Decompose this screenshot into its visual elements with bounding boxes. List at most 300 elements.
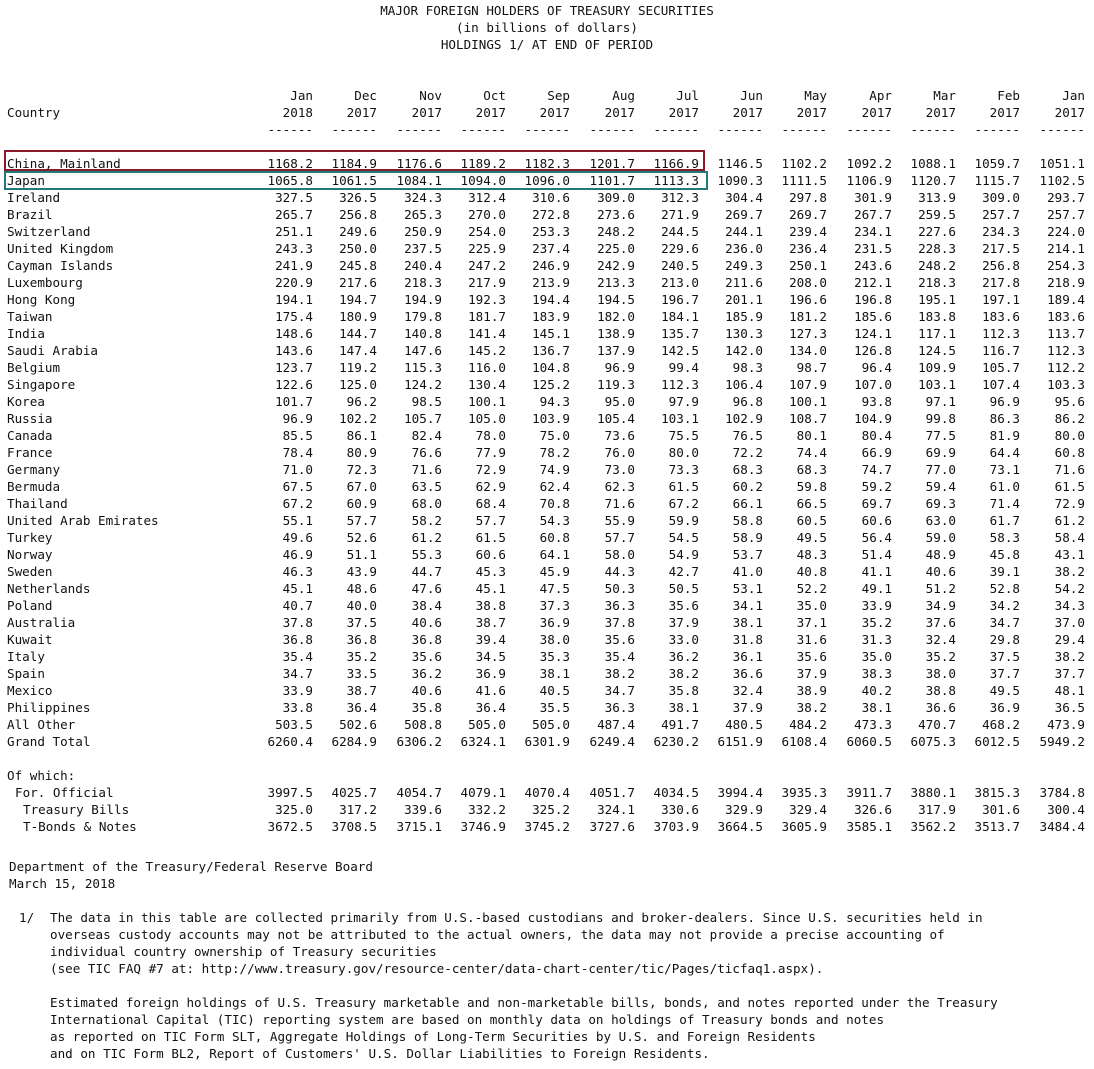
holding-value: 35.2 [861, 615, 892, 630]
holding-value: 59.2 [861, 479, 892, 494]
holding-value: 505.0 [468, 717, 506, 732]
country-name: Germany [7, 462, 61, 477]
holding-value: 47.5 [539, 581, 570, 596]
holding-value: 75.0 [539, 428, 570, 443]
holding-value: 269.7 [725, 207, 763, 222]
of-which-value: 4051.7 [589, 785, 635, 800]
holding-value: 271.9 [661, 207, 699, 222]
holding-value: 112.3 [661, 377, 699, 392]
footnote-p2-line4: and on TIC Form BL2, Report of Customers' U.S. Dollar Liabilities to Foreign Residents. [50, 1046, 710, 1061]
holding-value: 218.3 [918, 275, 956, 290]
holding-value: 103.1 [918, 377, 956, 392]
holding-value: 135.7 [661, 326, 699, 341]
holding-value: 148.6 [275, 326, 313, 341]
holding-value: 56.4 [861, 530, 892, 545]
holding-value: 73.0 [604, 462, 635, 477]
table-row [0, 444, 1094, 461]
of-which-value: 3715.1 [396, 819, 442, 834]
holding-value: 116.0 [468, 360, 506, 375]
holding-value: 225.0 [597, 241, 635, 256]
source-agency: Department of the Treasury/Federal Reserve Board [9, 859, 373, 874]
table-row [0, 427, 1094, 444]
holding-value: 234.3 [982, 224, 1020, 239]
column-year-label: 2017 [475, 105, 506, 120]
holding-value: 47.6 [411, 581, 442, 596]
country-name: Japan [7, 173, 45, 188]
column-year-label: 2017 [732, 105, 763, 120]
holding-value: 57.7 [475, 513, 506, 528]
holding-value: 36.2 [668, 649, 699, 664]
holding-value: 119.2 [339, 360, 377, 375]
holding-value: 310.6 [532, 190, 570, 205]
holding-value: 1065.8 [267, 173, 313, 188]
holding-value: 250.0 [339, 241, 377, 256]
holding-value: 98.5 [411, 394, 442, 409]
holding-value: 37.9 [668, 615, 699, 630]
holding-value: 38.1 [668, 700, 699, 715]
holding-value: 101.7 [275, 394, 313, 409]
holding-value: 33.0 [668, 632, 699, 647]
table-row [0, 172, 1094, 189]
holding-value: 313.9 [918, 190, 956, 205]
holding-value: 324.3 [404, 190, 442, 205]
holding-value: 211.6 [725, 275, 763, 290]
holding-value: 43.1 [1054, 547, 1085, 562]
of-which-label: Of which: [7, 768, 76, 783]
table-row [0, 631, 1094, 648]
of-which-value: 332.2 [468, 802, 506, 817]
holding-value: 123.7 [275, 360, 313, 375]
holding-value: 487.4 [597, 717, 635, 732]
of-which-row [0, 784, 1094, 801]
holding-value: 103.9 [532, 411, 570, 426]
holding-value: 71.6 [604, 496, 635, 511]
table-row [0, 393, 1094, 410]
table-row [0, 529, 1094, 546]
holding-value: 37.8 [282, 615, 313, 630]
holding-value: 503.5 [275, 717, 313, 732]
holding-value: 86.2 [1054, 411, 1085, 426]
holding-value: 6060.5 [846, 734, 892, 749]
holding-value: 250.1 [789, 258, 827, 273]
holding-value: 36.8 [282, 632, 313, 647]
holding-value: 63.5 [411, 479, 442, 494]
holding-value: 491.7 [661, 717, 699, 732]
holding-value: 1166.9 [653, 156, 699, 171]
holding-value: 76.0 [604, 445, 635, 460]
holding-value: 77.0 [925, 462, 956, 477]
holding-value: 37.8 [604, 615, 635, 630]
holding-value: 244.5 [661, 224, 699, 239]
table-subtitle-units: (in billions of dollars) [456, 20, 638, 35]
country-name: France [7, 445, 53, 460]
holding-value: 103.3 [1047, 377, 1085, 392]
holding-value: 502.6 [339, 717, 377, 732]
holding-value: 85.5 [282, 428, 313, 443]
table-subtitle-period: HOLDINGS 1/ AT END OF PERIOD [440, 37, 654, 52]
holding-value: 49.5 [796, 530, 827, 545]
holding-value: 113.7 [1047, 326, 1085, 341]
column-year-label: 2017 [346, 105, 377, 120]
column-year-label: 2017 [539, 105, 570, 120]
table-row [0, 580, 1094, 597]
holding-value: 64.4 [989, 445, 1020, 460]
holding-value: 254.0 [468, 224, 506, 239]
holding-value: 97.1 [925, 394, 956, 409]
country-name: Netherlands [7, 581, 91, 596]
holding-value: 213.3 [597, 275, 635, 290]
of-which-value: 3605.9 [781, 819, 827, 834]
holding-value: 34.7 [604, 683, 635, 698]
holding-value: 228.3 [918, 241, 956, 256]
holding-value: 1201.7 [589, 156, 635, 171]
of-which-value: 324.1 [597, 802, 635, 817]
holding-value: 43.9 [346, 564, 377, 579]
holding-value: 37.3 [539, 598, 570, 613]
holding-value: 68.4 [475, 496, 506, 511]
holding-value: 1106.9 [846, 173, 892, 188]
holding-value: 35.6 [411, 649, 442, 664]
holding-value: 35.3 [539, 649, 570, 664]
holding-value: 38.2 [796, 700, 827, 715]
column-year-label: 2017 [925, 105, 956, 120]
table-row [0, 733, 1094, 750]
holding-value: 227.6 [918, 224, 956, 239]
column-underline: ------ [524, 122, 570, 137]
holding-value: 39.1 [989, 564, 1020, 579]
table-row [0, 223, 1094, 240]
holding-value: 48.6 [346, 581, 377, 596]
holding-value: 136.7 [532, 343, 570, 358]
holding-value: 58.9 [732, 530, 763, 545]
holding-value: 196.6 [789, 292, 827, 307]
table-row [0, 716, 1094, 733]
country-name: Sweden [7, 564, 53, 579]
holding-value: 72.3 [346, 462, 377, 477]
holding-value: 45.9 [539, 564, 570, 579]
holding-value: 49.1 [861, 581, 892, 596]
holding-value: 326.5 [339, 190, 377, 205]
holding-value: 1168.2 [267, 156, 313, 171]
country-name: Cayman Islands [7, 258, 114, 273]
holding-value: 6284.9 [331, 734, 377, 749]
footnote-p2-line2: International Capital (TIC) reporting system are based on monthly data on holdings of Treasury bonds and notes [50, 1012, 885, 1027]
holding-value: 312.4 [468, 190, 506, 205]
holding-value: 181.7 [468, 309, 506, 324]
country-name: Norway [7, 547, 53, 562]
holding-value: 53.1 [732, 581, 763, 596]
holding-value: 217.9 [468, 275, 506, 290]
country-name: Korea [7, 394, 45, 409]
column-year-label: 2018 [282, 105, 313, 120]
holding-value: 182.0 [597, 309, 635, 324]
of-which-value: 325.2 [532, 802, 570, 817]
holding-value: 67.2 [668, 496, 699, 511]
holding-value: 45.1 [475, 581, 506, 596]
holding-value: 61.5 [1054, 479, 1085, 494]
holding-value: 214.1 [1047, 241, 1085, 256]
holding-value: 81.9 [989, 428, 1020, 443]
holding-value: 309.0 [597, 190, 635, 205]
holding-value: 38.9 [796, 683, 827, 698]
holding-value: 61.5 [668, 479, 699, 494]
holding-value: 220.9 [275, 275, 313, 290]
holding-value: 480.5 [725, 717, 763, 732]
holding-value: 57.7 [604, 530, 635, 545]
of-which-value: 3727.6 [589, 819, 635, 834]
footnote-p1-line4: (see TIC FAQ #7 at: http://www.treasury.gov/resource-center/data-chart-center/tic/Pages/ticfaq1.aspx). [50, 961, 824, 976]
holding-value: 181.2 [789, 309, 827, 324]
holding-value: 38.2 [1054, 649, 1085, 664]
holding-value: 309.0 [982, 190, 1020, 205]
holding-value: 265.3 [404, 207, 442, 222]
holding-value: 100.1 [468, 394, 506, 409]
country-name: Bermuda [7, 479, 61, 494]
holding-value: 61.0 [989, 479, 1020, 494]
holding-value: 35.0 [796, 598, 827, 613]
column-underline: ------ [846, 122, 892, 137]
column-underline: ------ [331, 122, 377, 137]
holding-value: 82.4 [411, 428, 442, 443]
footnote-p1-line3: individual country ownership of Treasury securities [50, 944, 437, 959]
table-row [0, 257, 1094, 274]
holding-value: 38.8 [475, 598, 506, 613]
holding-value: 68.3 [732, 462, 763, 477]
holding-value: 473.9 [1047, 717, 1085, 732]
of-which-value: 301.6 [982, 802, 1020, 817]
of-which-row [0, 801, 1094, 818]
column-month-label: Dec [354, 88, 377, 103]
holding-value: 272.8 [532, 207, 570, 222]
holding-value: 213.9 [532, 275, 570, 290]
holding-value: 180.9 [339, 309, 377, 324]
table-row [0, 699, 1094, 716]
holding-value: 1084.1 [396, 173, 442, 188]
holding-value: 53.7 [732, 547, 763, 562]
holding-value: 257.7 [1047, 207, 1085, 222]
holding-value: 37.1 [796, 615, 827, 630]
holding-value: 140.8 [404, 326, 442, 341]
column-month-label: Apr [869, 88, 892, 103]
holding-value: 80.0 [1054, 428, 1085, 443]
holding-value: 96.2 [346, 394, 377, 409]
holding-value: 245.8 [339, 258, 377, 273]
holding-value: 58.4 [1054, 530, 1085, 545]
holding-value: 93.8 [861, 394, 892, 409]
holding-value: 75.5 [668, 428, 699, 443]
holding-value: 36.8 [411, 632, 442, 647]
holding-value: 59.8 [796, 479, 827, 494]
holding-value: 192.3 [468, 292, 506, 307]
holding-value: 6301.9 [524, 734, 570, 749]
holding-value: 52.2 [796, 581, 827, 596]
of-which-value: 300.4 [1047, 802, 1085, 817]
holding-value: 100.1 [789, 394, 827, 409]
holding-value: 248.2 [597, 224, 635, 239]
column-underline: ------ [460, 122, 506, 137]
table-title: MAJOR FOREIGN HOLDERS OF TREASURY SECURITIES [380, 3, 714, 18]
holding-value: 1092.2 [846, 156, 892, 171]
holding-value: 34.3 [1054, 598, 1085, 613]
holding-value: 237.4 [532, 241, 570, 256]
holding-value: 52.8 [989, 581, 1020, 596]
of-which-value: 3562.2 [910, 819, 956, 834]
of-which-value: 3585.1 [846, 819, 892, 834]
holding-value: 1182.3 [524, 156, 570, 171]
holding-value: 106.4 [725, 377, 763, 392]
holding-value: 99.8 [925, 411, 956, 426]
holding-value: 189.4 [1047, 292, 1085, 307]
holding-value: 74.7 [861, 462, 892, 477]
holding-value: 39.4 [475, 632, 506, 647]
holding-value: 1088.1 [910, 156, 956, 171]
country-name: Brazil [7, 207, 53, 222]
holding-value: 194.4 [532, 292, 570, 307]
holding-value: 40.2 [861, 683, 892, 698]
country-name: Australia [7, 615, 76, 630]
holding-value: 60.5 [796, 513, 827, 528]
of-which-value: 329.9 [725, 802, 763, 817]
holding-value: 38.2 [1054, 564, 1085, 579]
holding-value: 80.1 [796, 428, 827, 443]
table-row [0, 376, 1094, 393]
holding-value: 197.1 [982, 292, 1020, 307]
column-month-label: Feb [997, 88, 1020, 103]
holding-value: 217.5 [982, 241, 1020, 256]
holding-value: 35.5 [539, 700, 570, 715]
holding-value: 250.9 [404, 224, 442, 239]
holding-value: 6306.2 [396, 734, 442, 749]
holding-value: 1102.2 [781, 156, 827, 171]
holding-value: 70.8 [539, 496, 570, 511]
holding-value: 59.0 [925, 530, 956, 545]
holding-value: 40.8 [796, 564, 827, 579]
holding-value: 78.2 [539, 445, 570, 460]
column-underline: ------ [267, 122, 313, 137]
holding-value: 72.9 [475, 462, 506, 477]
holding-value: 104.9 [854, 411, 892, 426]
table-row [0, 461, 1094, 478]
holding-value: 36.3 [604, 598, 635, 613]
column-year-label: 2017 [1054, 105, 1085, 120]
holding-value: 34.1 [732, 598, 763, 613]
holding-value: 38.1 [732, 615, 763, 630]
holding-value: 115.3 [404, 360, 442, 375]
column-month-label: Nov [419, 88, 442, 103]
holding-value: 52.6 [346, 530, 377, 545]
country-name: Belgium [7, 360, 61, 375]
table-row [0, 155, 1094, 172]
holding-value: 40.6 [925, 564, 956, 579]
holding-value: 61.2 [1054, 513, 1085, 528]
holding-value: 138.9 [597, 326, 635, 341]
country-name: Hong Kong [7, 292, 76, 307]
holding-value: 251.1 [275, 224, 313, 239]
holding-value: 71.6 [411, 462, 442, 477]
holding-value: 236.4 [789, 241, 827, 256]
holding-value: 196.7 [661, 292, 699, 307]
holding-value: 68.0 [411, 496, 442, 511]
column-year-label: 2017 [604, 105, 635, 120]
holding-value: 66.5 [796, 496, 827, 511]
holding-value: 249.3 [725, 258, 763, 273]
holding-value: 265.7 [275, 207, 313, 222]
holding-value: 36.9 [475, 666, 506, 681]
holding-value: 117.1 [918, 326, 956, 341]
holding-value: 208.0 [789, 275, 827, 290]
holding-value: 225.9 [468, 241, 506, 256]
holding-value: 35.2 [925, 649, 956, 664]
table-row [0, 682, 1094, 699]
holding-value: 269.7 [789, 207, 827, 222]
holding-value: 36.3 [604, 700, 635, 715]
holding-value: 254.3 [1047, 258, 1085, 273]
holding-value: 94.3 [539, 394, 570, 409]
holding-value: 237.5 [404, 241, 442, 256]
country-name: Philippines [7, 700, 91, 715]
holding-value: 125.2 [532, 377, 570, 392]
holding-value: 249.6 [339, 224, 377, 239]
holding-value: 60.9 [346, 496, 377, 511]
holding-value: 71.4 [989, 496, 1020, 511]
footnote-marker: 1/ [19, 910, 35, 925]
country-name: Thailand [7, 496, 68, 511]
country-name: Turkey [7, 530, 53, 545]
column-underline: ------ [1039, 122, 1085, 137]
column-month-label: Jul [676, 88, 699, 103]
holding-value: 470.7 [918, 717, 956, 732]
of-which-value: 3664.5 [717, 819, 763, 834]
holding-value: 147.6 [404, 343, 442, 358]
holding-value: 58.2 [411, 513, 442, 528]
table-row [0, 648, 1094, 665]
holding-value: 29.8 [989, 632, 1020, 647]
holding-value: 213.0 [661, 275, 699, 290]
column-month-label: Jan [290, 88, 313, 103]
holding-value: 36.6 [925, 700, 956, 715]
holding-value: 44.7 [411, 564, 442, 579]
holding-value: 33.9 [282, 683, 313, 698]
holding-value: 61.7 [989, 513, 1020, 528]
holding-value: 240.5 [661, 258, 699, 273]
holding-value: 41.1 [861, 564, 892, 579]
table-row [0, 478, 1094, 495]
holding-value: 1176.6 [396, 156, 442, 171]
table-row [0, 614, 1094, 631]
of-which-value: 317.2 [339, 802, 377, 817]
holding-value: 37.0 [1054, 615, 1085, 630]
country-name: Italy [7, 649, 45, 664]
holding-value: 73.6 [604, 428, 635, 443]
table-row [0, 665, 1094, 682]
country-name: Switzerland [7, 224, 91, 239]
holding-value: 107.0 [854, 377, 892, 392]
holding-value: 130.3 [725, 326, 763, 341]
holding-value: 44.3 [604, 564, 635, 579]
holding-value: 38.8 [925, 683, 956, 698]
holding-value: 327.5 [275, 190, 313, 205]
holding-value: 60.6 [861, 513, 892, 528]
holding-value: 35.6 [668, 598, 699, 613]
holding-value: 99.4 [668, 360, 699, 375]
holding-value: 35.8 [411, 700, 442, 715]
holding-value: 86.1 [346, 428, 377, 443]
of-which-row [0, 818, 1094, 835]
of-which-value: 3513.7 [974, 819, 1020, 834]
holding-value: 124.1 [854, 326, 892, 341]
holding-value: 243.6 [854, 258, 892, 273]
table-row [0, 597, 1094, 614]
